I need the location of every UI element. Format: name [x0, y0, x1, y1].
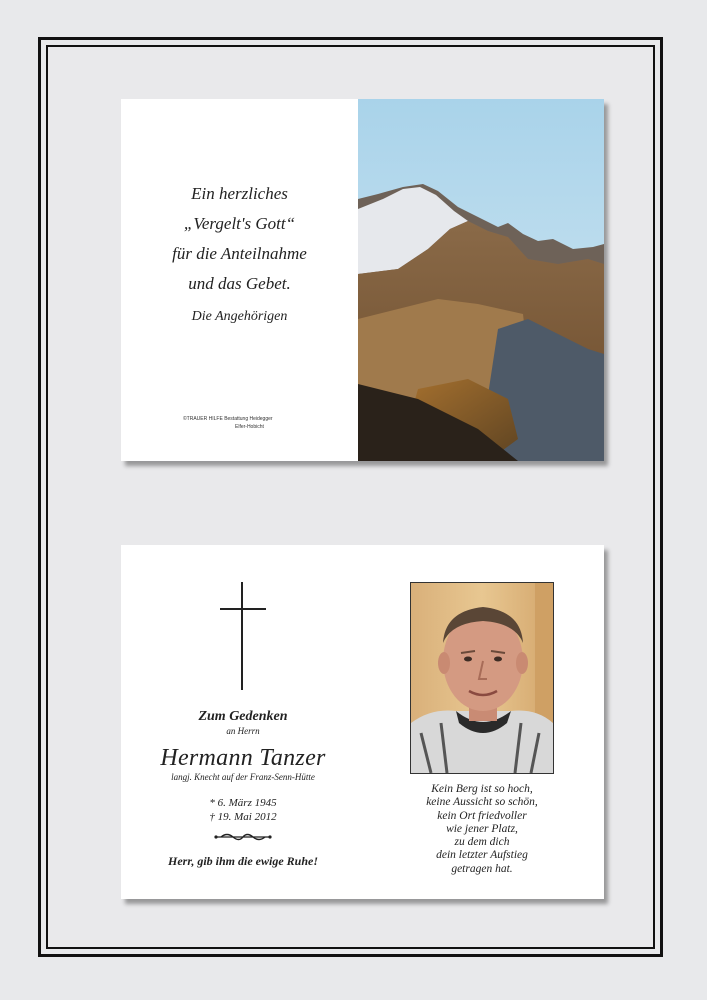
- funeral-home-credit: [183, 415, 303, 431]
- cross-icon: [220, 582, 266, 692]
- thanks-line: und das Gebet.: [188, 274, 291, 293]
- portrait-photo: [410, 582, 554, 774]
- thanks-line: für die Anteilnahme: [172, 244, 307, 263]
- relatives-signature: Die Angehörigen: [191, 309, 288, 324]
- thank-you-card: [121, 99, 604, 461]
- poem-line: keine Aussicht so schön,: [426, 796, 538, 809]
- thanks-line: „Vergelt's Gott“: [183, 214, 296, 233]
- deceased-occupation: langj. Knecht auf der Franz-Senn-Hütte: [171, 772, 315, 782]
- thank-you-text: [121, 179, 358, 325]
- blessing: Herr, gib ihm die ewige Ruhe!: [167, 854, 318, 868]
- poem-line: kein Ort friedvoller: [437, 809, 527, 822]
- memorial-card: [121, 545, 604, 899]
- credit-line: ©TRAUER HILFE Bestattung Heidegger: [183, 416, 273, 422]
- memorial-heading: Zum Gedenken: [198, 709, 288, 724]
- memorial-text: [121, 709, 365, 869]
- poem: [391, 783, 573, 876]
- credit-line: Elfer-Hobicht: [235, 424, 264, 430]
- poem-line: wie jener Platz,: [446, 822, 518, 835]
- ornament-icon: [213, 832, 273, 842]
- mountain-photo: [358, 99, 604, 461]
- thanks-line: Ein herzliches: [191, 184, 288, 203]
- death-date: † 19. Mai 2012: [209, 811, 277, 823]
- poem-line: dein letzter Aufstieg: [436, 849, 528, 862]
- poem-line: getragen hat.: [451, 862, 513, 875]
- deceased-name: Hermann Tanzer: [160, 745, 326, 771]
- poem-line: zu dem dich: [454, 836, 510, 849]
- poem-line: Kein Berg ist so hoch,: [431, 783, 533, 795]
- memorial-prefix: an Herrn: [226, 726, 260, 736]
- life-dates: [121, 796, 365, 824]
- birth-date: * 6. März 1945: [209, 797, 277, 809]
